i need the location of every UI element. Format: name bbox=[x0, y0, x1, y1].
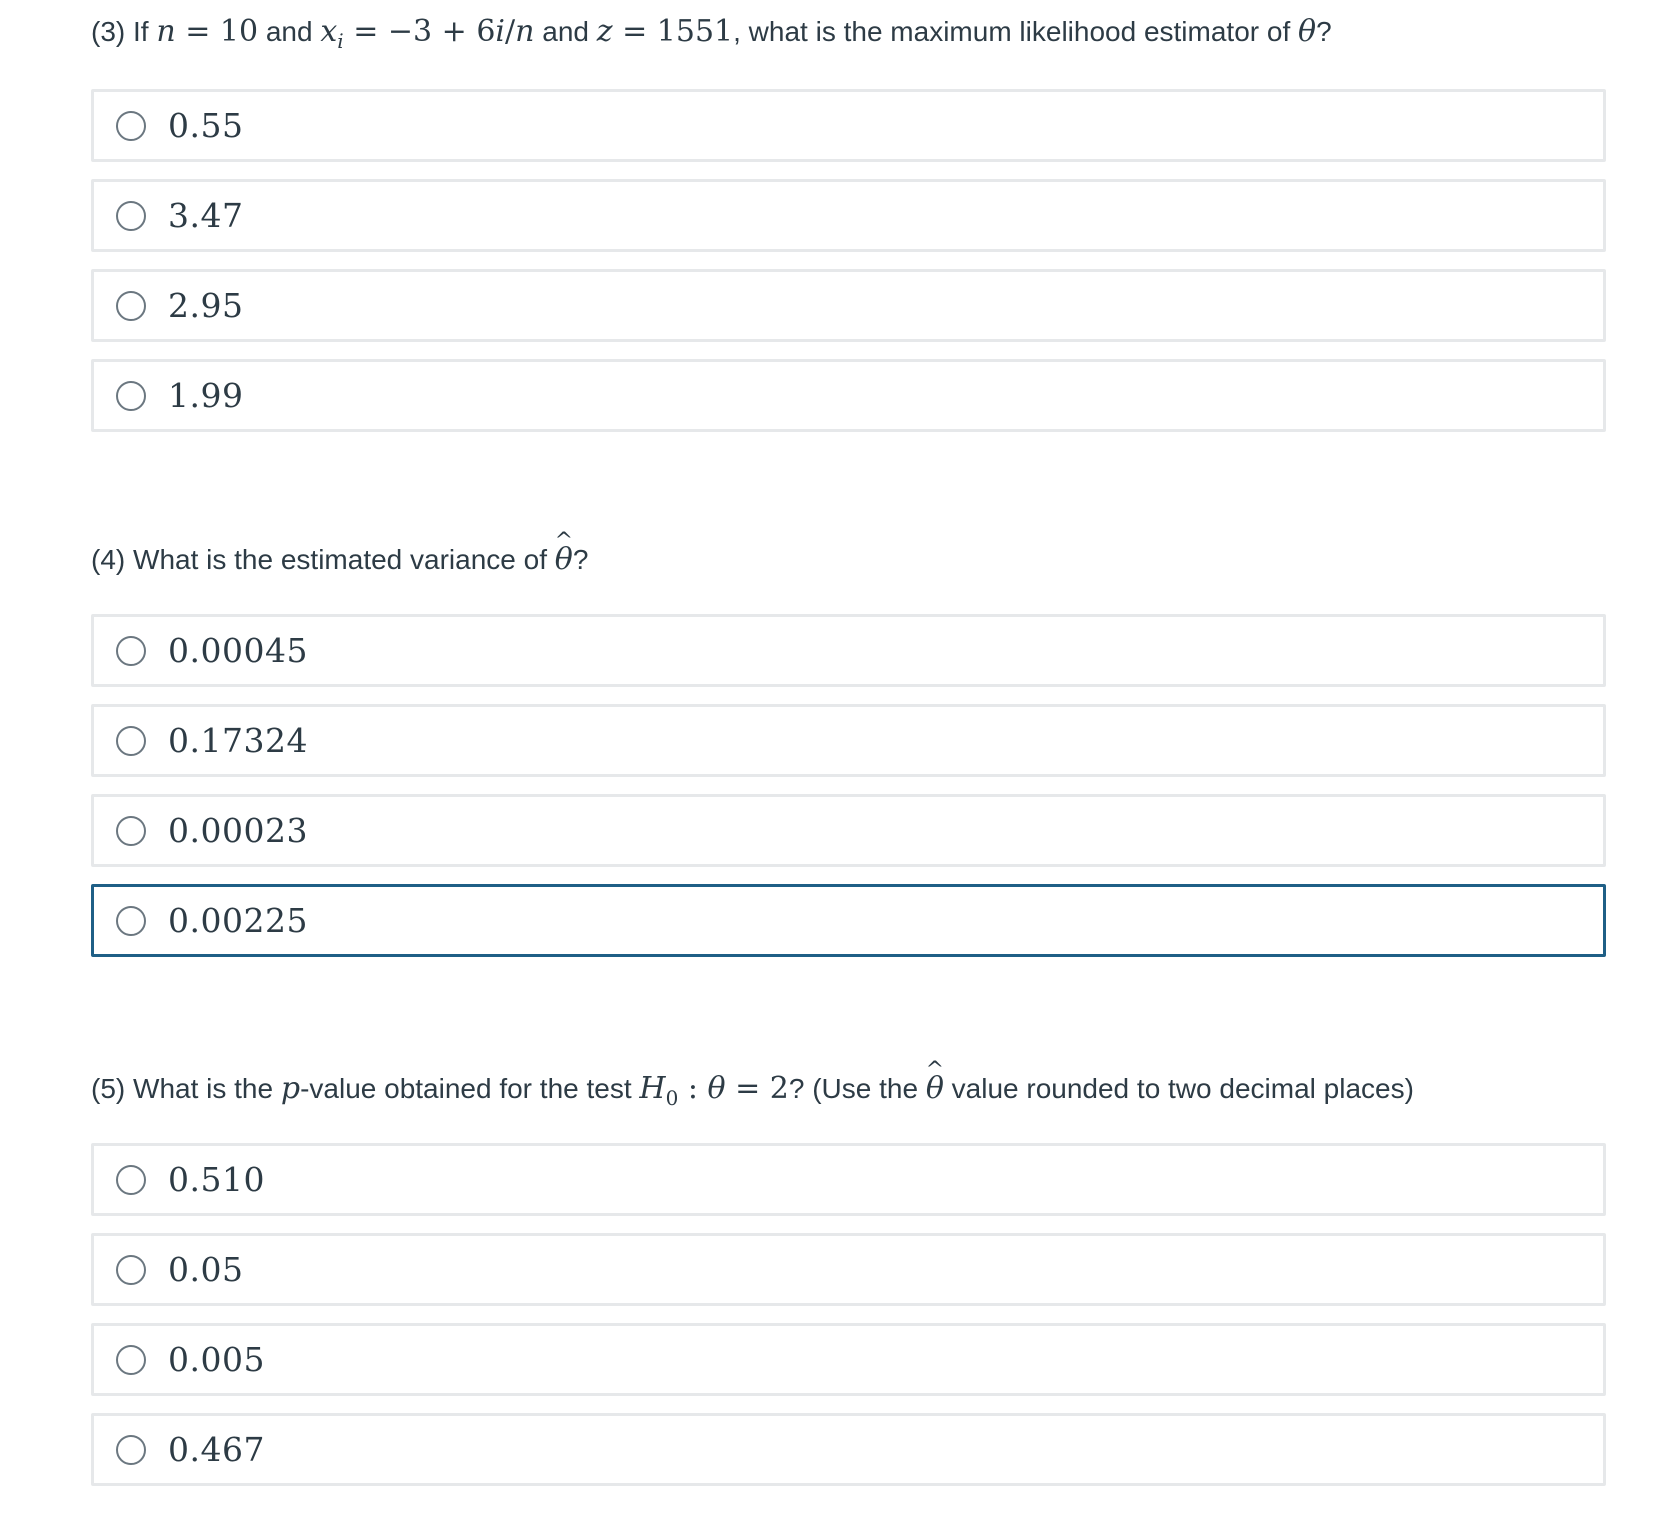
answer-option-label: 0.005 bbox=[168, 1340, 265, 1379]
answer-option-label: 0.510 bbox=[168, 1160, 265, 1199]
radio-button[interactable] bbox=[116, 1165, 146, 1195]
question-3 bbox=[91, 14, 1606, 415]
answer-option-label: 2.95 bbox=[168, 286, 244, 325]
radio-button[interactable] bbox=[116, 291, 146, 321]
radio-button[interactable] bbox=[116, 726, 146, 756]
answer-option[interactable] bbox=[91, 269, 1606, 342]
radio-button[interactable] bbox=[116, 636, 146, 666]
answer-option-label: 0.00225 bbox=[168, 901, 308, 940]
answer-option[interactable] bbox=[91, 89, 1606, 162]
answer-option[interactable] bbox=[91, 1323, 1606, 1396]
question-3-options bbox=[91, 89, 1606, 449]
answer-option-label: 0.00045 bbox=[168, 631, 308, 670]
radio-button[interactable] bbox=[116, 201, 146, 231]
answer-option[interactable] bbox=[91, 794, 1606, 867]
answer-option[interactable] bbox=[91, 614, 1606, 687]
radio-button[interactable] bbox=[116, 816, 146, 846]
radio-button[interactable] bbox=[116, 1435, 146, 1465]
answer-option[interactable] bbox=[91, 1233, 1606, 1306]
answer-option[interactable] bbox=[91, 704, 1606, 777]
answer-option[interactable] bbox=[91, 179, 1606, 252]
answer-option-label: 0.00023 bbox=[168, 811, 308, 850]
question-5-options bbox=[91, 1143, 1606, 1503]
answer-option[interactable] bbox=[91, 359, 1606, 432]
radio-button[interactable] bbox=[116, 1255, 146, 1285]
question-4 bbox=[91, 542, 1606, 940]
answer-option-label: 3.47 bbox=[168, 196, 244, 235]
question-3-text: (3) If n = 10 and $x_i = -3 + 6i/n$ and z = 1551, what is the maximum likelihood estimator of θ? bbox=[91, 14, 1332, 53]
answer-option-label: 0.467 bbox=[168, 1430, 265, 1469]
question-5 bbox=[91, 1071, 1606, 1469]
question-4-options bbox=[91, 614, 1606, 974]
radio-button[interactable] bbox=[116, 906, 146, 936]
answer-option[interactable] bbox=[91, 1413, 1606, 1486]
answer-option-label: 0.05 bbox=[168, 1250, 244, 1289]
answer-option-label: 1.99 bbox=[168, 376, 244, 415]
answer-option-label: 0.17324 bbox=[168, 721, 308, 760]
radio-button[interactable] bbox=[116, 381, 146, 411]
answer-option-label: 0.55 bbox=[168, 106, 244, 145]
radio-button[interactable] bbox=[116, 111, 146, 141]
question-5-text: (5) What is the p-value obtained for the test $H_0$ : θ = 2? (Use the ^ θ value rounded to two decimal places) bbox=[91, 1071, 1606, 1116]
answer-option[interactable] bbox=[91, 1143, 1606, 1216]
radio-button[interactable] bbox=[116, 1345, 146, 1375]
question-4-text: (4) What is the estimated variance of ^ θ? bbox=[91, 542, 1606, 578]
answer-option-focused[interactable] bbox=[91, 884, 1606, 957]
